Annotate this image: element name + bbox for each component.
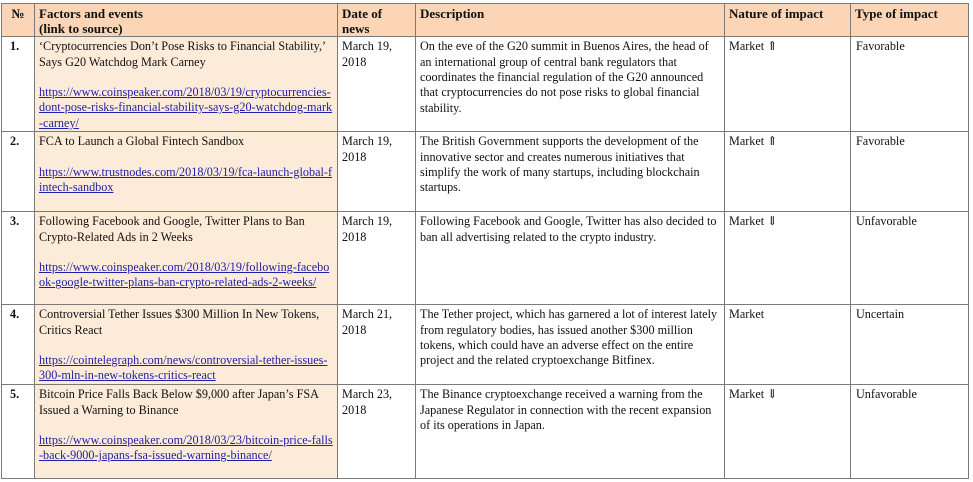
news-impact-table (1, 3, 969, 479)
description-cell: The British Government supports the development of the innovative sector and creates numerous initiatives that simplify the work of many startups, including blockchain startups. (416, 132, 725, 212)
nature-cell: Market (725, 305, 851, 385)
row-num: 3. (2, 212, 35, 305)
date-cell: March 23, 2018 (338, 385, 416, 479)
header-description: Description (416, 4, 725, 37)
factor-title: Following Facebook and Google, Twitter Plans to Ban Crypto-Related Ads in 2 Weeks (39, 214, 305, 244)
row-num: 1. (2, 37, 35, 132)
factor-cell (35, 385, 338, 479)
nature-cell: Market ⇑ (725, 132, 851, 212)
description-cell: The Binance cryptoexchange received a warning from the Japanese Regulator in connection with the recent expansion of its operations in Japan. (416, 385, 725, 479)
table-row (2, 37, 969, 132)
factor-cell (35, 37, 338, 132)
factor-cell (35, 305, 338, 385)
factor-cell (35, 132, 338, 212)
row-num: 2. (2, 132, 35, 212)
header-factors-label: Factors and events (39, 6, 143, 21)
source-link[interactable]: https://cointelegraph.com/news/controversial-tether-issues-300-mln-in-new-tokens-critics-react (39, 353, 328, 383)
factor-title: ‘Cryptocurrencies Don’t Pose Risks to Financial Stability,’ Says G20 Watchdog Mark Carney (39, 39, 326, 69)
header-row (2, 4, 969, 37)
type-cell: Unfavorable (851, 385, 969, 479)
source-link[interactable]: https://www.coinspeaker.com/2018/03/23/bitcoin-price-falls-back-9000-japans-fsa-issued-warning-binance/ (39, 433, 333, 463)
header-factors-sub: (link to source) (39, 20, 123, 36)
table-row (2, 132, 969, 212)
table-row (2, 385, 969, 479)
header-nature: Nature of impact (725, 4, 851, 37)
nature-cell: Market ⇓ (725, 385, 851, 479)
date-cell: March 19, 2018 (338, 212, 416, 305)
date-cell: March 21, 2018 (338, 305, 416, 385)
source-link[interactable]: https://www.coinspeaker.com/2018/03/19/following-facebook-google-twitter-plans-ban-crypto-related-ads-2-weeks/ (39, 260, 330, 290)
nature-cell: Market ⇓ (725, 212, 851, 305)
factor-cell (35, 212, 338, 305)
factor-title: FCA to Launch a Global Fintech Sandbox (39, 134, 245, 149)
description-cell: On the eve of the G20 summit in Buenos Aires, the head of an international group of central bank regulators that coordinates the financial regulation of the G20 announced that cryptocurrencies do not pose risks to global financial stability. (416, 37, 725, 132)
nature-cell: Market ⇑ (725, 37, 851, 132)
table-row (2, 305, 969, 385)
description-cell: Following Facebook and Google, Twitter has also decided to ban all advertising related to the crypto industry. (416, 212, 725, 305)
type-cell: Favorable (851, 132, 969, 212)
type-cell: Unfavorable (851, 212, 969, 305)
header-date: Date of news (338, 4, 416, 37)
type-cell: Uncertain (851, 305, 969, 385)
type-cell: Favorable (851, 37, 969, 132)
description-cell: The Tether project, which has garnered a lot of interest lately from regulatory bodies, has issued another $300 million tokens, which could have an adverse effect on the entire project and the related cryptoexchange Bitfinex. (416, 305, 725, 385)
factor-title: Bitcoin Price Falls Back Below $9,000 after Japan’s FSA Issued a Warning to Binance (39, 387, 319, 417)
header-num: № (2, 4, 35, 37)
date-cell: March 19, 2018 (338, 132, 416, 212)
row-num: 4. (2, 305, 35, 385)
source-link[interactable]: https://www.trustnodes.com/2018/03/19/fca-launch-global-fintech-sandbox (39, 164, 333, 195)
header-factors (35, 4, 338, 37)
header-type: Type of impact (851, 4, 969, 37)
date-cell: March 19, 2018 (338, 37, 416, 132)
table-row (2, 212, 969, 305)
factor-title: Controversial Tether Issues $300 Million In New Tokens, Critics React (39, 307, 320, 337)
source-link[interactable]: https://www.coinspeaker.com/2018/03/19/cryptocurrencies-dont-pose-risks-financial-stability-says-g20-watchdog-mark-carney/ (39, 85, 333, 130)
row-num: 5. (2, 385, 35, 479)
